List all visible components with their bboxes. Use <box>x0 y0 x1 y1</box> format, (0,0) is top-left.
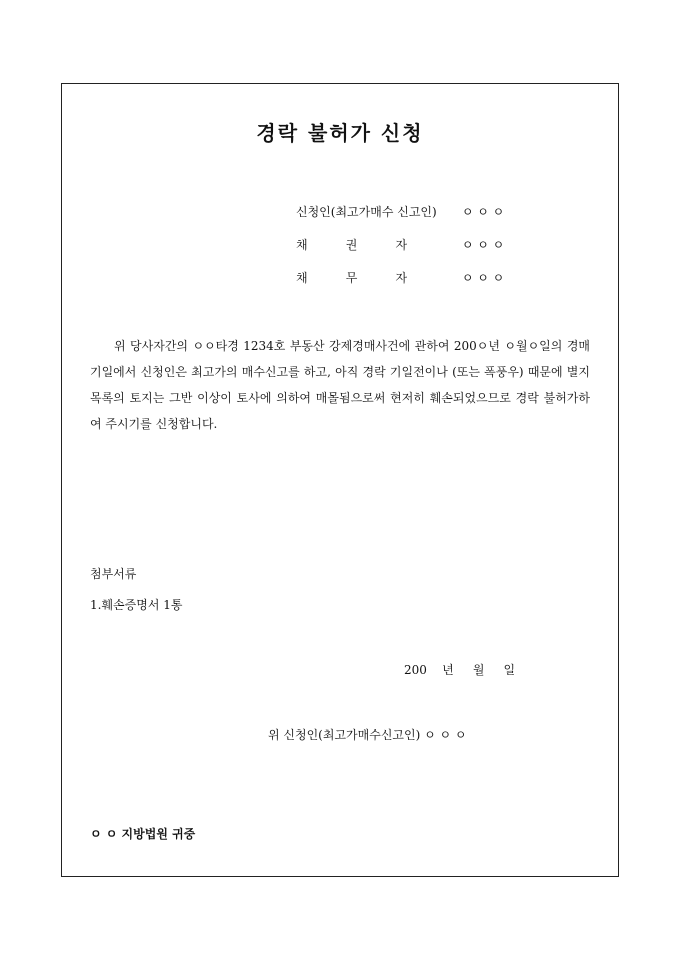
attachments-heading: 첨부서류 <box>90 567 137 581</box>
party-list <box>296 202 504 301</box>
party-label: 채 무 자 <box>296 271 408 285</box>
party-line <box>296 235 504 255</box>
party-row-creditor <box>296 235 504 268</box>
application-body: 위 당사자간의 ㅇㅇ타경 1234호 부동산 강제경매사건에 관하여 200ㅇ년 ㅇ월ㅇ일의 경매기일에서 신청인은 최고가의 매수신고를 하고, 아직 경락 기일전이나 (또는 폭풍우) 때문에 별지 목록의 토지는 그반 이상이 토사에 의하여 매몰됨으로써 현저히 훼손되었으므로 경락 불허가하여 주시기를 신청합니다. <box>90 339 590 431</box>
party-row-applicant <box>296 202 504 235</box>
party-value: ㅇ ㅇ ㅇ <box>461 238 505 252</box>
party-value: ㅇ ㅇ ㅇ <box>461 271 505 285</box>
court-addressee: ㅇ ㅇ 지방법원 귀중 <box>90 827 196 841</box>
party-label: 신청인(최고가매수 신고인) <box>296 205 437 219</box>
party-line <box>296 268 504 288</box>
party-row-debtor <box>296 268 504 301</box>
attachment-item: 1.훼손증명서 1통 <box>90 598 183 612</box>
party-line <box>296 202 504 222</box>
party-value: ㅇ ㅇ ㅇ <box>461 205 505 219</box>
party-label: 채 권 자 <box>296 238 408 252</box>
document-title: 경락 불허가 신청 <box>256 121 424 145</box>
applicant-signature: 위 신청인(최고가매수신고인) ㅇ ㅇ ㅇ <box>268 728 467 742</box>
date-line: 200 년 월 일 <box>404 663 516 677</box>
